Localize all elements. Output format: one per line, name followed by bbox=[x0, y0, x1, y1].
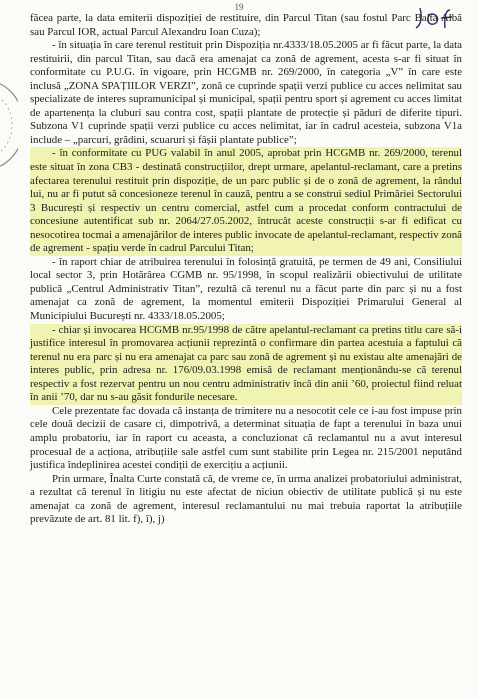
round-stamp-fragment bbox=[0, 70, 18, 180]
paragraph-conclusion: Cele prezentate fac dovada că instanța de trimitere nu a nesocotit cele ce i-au fost impuse prin cele două decizii de casare ci, dimpotrivă, a determinat situația de fapt a terenului în baza unui amplu probatoriu, iar în raport cu aceasta, a concluzionat că reclamantul nu a avut interesul procesual de a acționa, atribuțiile sale astfel cum sunt stabilite prin Legea nr. 215/2001 neputând justifica îndeplinirea acestei condiții de exercițiu a acțiunii. bbox=[30, 404, 462, 472]
paragraph-park-context: făcea parte, la data emiterii dispoziției de restituire, din Parcul Titan (sau fostul Parc Balta Albă sau Parcul IOR, actual Parcul Alexandru Ioan Cuza); bbox=[30, 12, 462, 38]
paragraph-court-finding: Prin urmare, Înalta Curte constată că, de vreme ce, în urma analizei probatoriului administrat, a rezultat că terenul în litigiu nu este afectat de niciun obiectiv de utilitate publică și nu este amenajat ca zonă de agrement, interesul reclamantului nu mai trebuia raportat la atribuțiile prevăzute de art. 81 lit. f), î), j) bbox=[30, 472, 462, 526]
paragraph-free-use: - în raport chiar de atribuirea terenului în folosință gratuită, pe termen de 49 ani, Consiliului local sector 3, prin Hotărârea CGMB nr. 95/1998, în scopul realizării obiectivului de utilitate publică „Centrul Administrativ Titan”, rezultă că terenul nu a făcut parte din parc și nu a fost amenajat ca zonă de agrement, la momentul emiterii Dispoziției Primarului General al Municipiului București nr. 4333/18.05.2005; bbox=[30, 255, 462, 323]
paragraph-green-zone: - în situația în care terenul restituit prin Dispoziția nr.4333/18.05.2005 ar fi făcut parte, la data restituirii, din parcul Titan, sau dacă era amenajat ca zonă de agrement, acesta s-ar fi situat în conformitate cu P.U.G. în vigoare, prin HCGMB nr. 269/2000, în categoria „V” în care este inclusă „ZONA SPAȚIILOR VERZI”, zonă ce cuprinde spații verzi publice cu acces nelimitat sau specializate de interes supramunicipal și municipal, spații pentru sport și agrement cu acces limitat de apartenența la cluburi sau contra cost, spații plantate de protecție și păduri de diferite tipuri. Subzona V1 cuprinde spații verzi publice cu acces nelimitat, iar în cadrul acesteia, subzona V1a include – „parcuri, grădini, scuaruri și fâșii plantate publice”; bbox=[30, 39, 462, 146]
paragraph-pug-cb3: - în conformitate cu PUG valabil în anul 2005, aprobat prin HCGMB nr. 269/2000, terenul este situat în zona CB3 - destinată construcțiilor, drept urmare, apelantul-reclamant, care a pretins afectarea terenului restituit prin dispoziție, de un parc public și de o zonă de agrement, la rândul lui, nu ar fi putut să concesioneze terenul în cauză, pentru a se construi sediul Primăriei Sectorului 3 București și respectiv un centru comercial, astfel cum a procedat conform contractului de concesiune autentificat sub nr. 2064/27.05.2002, întrucât aceste construcții s-ar fi edificat cu nesocotirea tocmai a amenajărilor de interes public invocate de apelantul-reclamant, respectiv zonă de agrement - spațiu verde în cadrul Parcului Titan; bbox=[30, 147, 462, 255]
page-number: 19 bbox=[234, 2, 244, 12]
paragraph-hcgmb-invocation: - chiar și invocarea HCGMB nr.95/1998 de către apelantul-reclamant ca pretins titlu care să-i justifice interesul în promovarea acțiunii reprezintă o confirmare din partea acestuia a faptului că terenul nu era parc și nu era amenajat ca parc sau zonă de agrement și nu existau alte amenajări de interes public, prin adresa nr. 176/09.03.1998 emisă de reclamant menționându-se că terenul respectiv a fost rezervat pentru un nou centru administrativ încă din anii ’60, proiectul fiind reluat în anii ’70, dar nu s-au găsit fondurile necesare. bbox=[30, 323, 462, 404]
document-body bbox=[30, 12, 462, 527]
